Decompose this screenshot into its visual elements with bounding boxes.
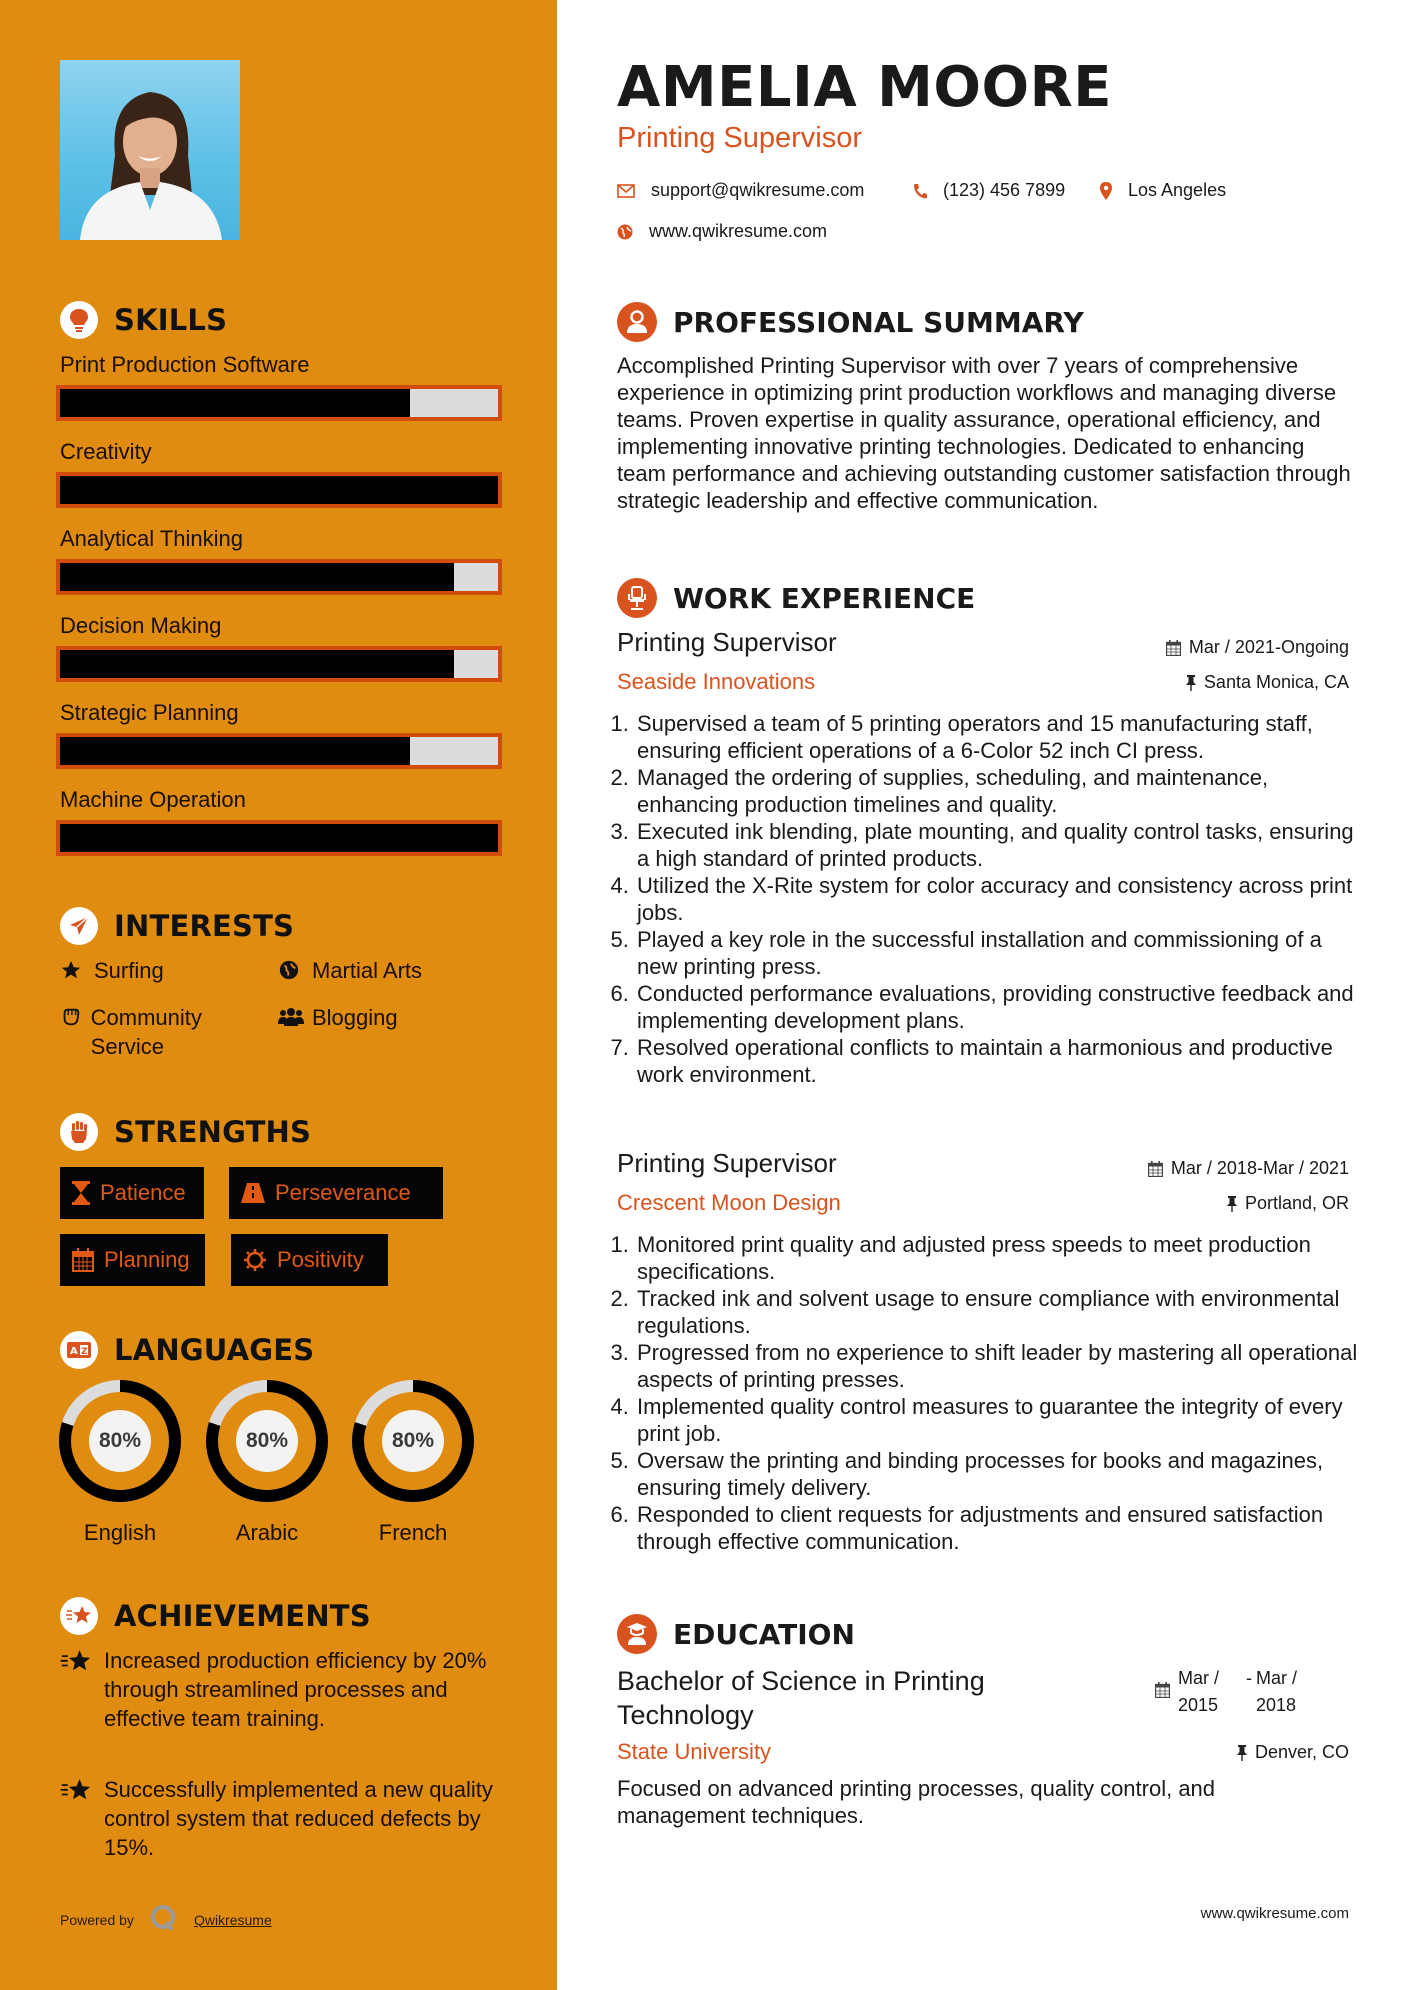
duty-item: 4. Implemented quality control measures to guarantee the integrity of every print job.: [635, 1393, 1362, 1447]
interest-item: [60, 1003, 260, 1061]
interest-item: [278, 1003, 398, 1032]
experience-header: [617, 578, 975, 618]
map-pin-icon: [1100, 182, 1112, 200]
skill-label: Creativity: [60, 439, 152, 464]
qwikresume-logo-icon: [150, 1904, 176, 1935]
education-dates: [1155, 1665, 1310, 1719]
duty-item: 3. Progressed from no experience to shift leader by mastering all operational aspects of printing presses.: [635, 1339, 1362, 1393]
language-name: French: [378, 1520, 448, 1545]
skill-bar: [56, 472, 502, 508]
skill-bar: [56, 733, 502, 769]
education-title: EDUCATION: [673, 1617, 855, 1651]
language-progress-ring: [352, 1380, 474, 1502]
education-description: Focused on advanced printing processes, quality control, and management techniques.: [617, 1776, 1216, 1828]
globe-icon: [617, 224, 633, 240]
language-item: [206, 1380, 328, 1546]
education-start: Mar / 2015: [1178, 1668, 1220, 1715]
job-duties: [617, 710, 1362, 1088]
qwikresume-link[interactable]: Qwikresume: [193, 1911, 272, 1928]
interest-item: [278, 956, 422, 985]
svg-text:Z: Z: [81, 1347, 88, 1357]
interest-label: Blogging: [312, 1005, 398, 1030]
skill-label: Print Production Software: [60, 352, 310, 377]
skill-label: Machine Operation: [60, 787, 246, 812]
education-location-text: Denver, CO: [1254, 1742, 1349, 1762]
duty-item: 2. Managed the ordering of supplies, scheduling, and maintenance, enhancing production timelines and quality.: [635, 764, 1362, 818]
candidate-name: AMELIA MOORE: [617, 55, 1112, 120]
duty-item: 5. Played a key role in the successful installation and commissioning of a new printing press.: [635, 926, 1362, 980]
skill-bar-fill: [60, 650, 454, 678]
calendar-icon: [72, 1248, 94, 1272]
paper-plane-icon: [60, 907, 98, 945]
experience-title: WORK EXPERIENCE: [673, 581, 976, 615]
duty-item: 2. Tracked ink and solvent usage to ensure compliance with environmental regulations.: [635, 1285, 1362, 1339]
lightbulb-icon: [60, 301, 98, 339]
translate-icon: [60, 1331, 98, 1369]
education-location: [1237, 1742, 1349, 1763]
job-title: Printing Supervisor: [617, 627, 837, 657]
pushpin-icon: [1186, 675, 1196, 691]
pushpin-icon: [1237, 1745, 1247, 1761]
contact-website[interactable]: [617, 221, 827, 242]
contact-location: [1100, 180, 1226, 201]
skill-bar: [56, 820, 502, 856]
skill-bar: [56, 646, 502, 682]
language-name: Arabic: [235, 1520, 299, 1545]
strength-badge: [231, 1234, 388, 1286]
hand-icon: [60, 1003, 87, 1028]
powered-by: [60, 1904, 272, 1935]
duty-item: 5. Oversaw the printing and binding processes for books and magazines, ensuring timely delivery.: [635, 1447, 1362, 1501]
skill-bar-fill: [60, 824, 498, 852]
skill-label: Analytical Thinking: [60, 526, 244, 551]
strength-badge: [60, 1167, 204, 1219]
strengths-header: [60, 1112, 311, 1152]
globe-icon: [278, 956, 308, 981]
achievement-text: Increased production efficiency by 20% through streamlined processes and effective team training.: [104, 1648, 487, 1731]
graduate-icon: [617, 1614, 657, 1654]
user-icon: [617, 302, 657, 342]
strength-label: Patience: [100, 1180, 186, 1205]
job-company: Crescent Moon Design: [617, 1190, 841, 1215]
job-location-text: Portland, OR: [1244, 1193, 1349, 1213]
school-name: State University: [617, 1739, 772, 1764]
sidebar: [0, 0, 557, 1990]
language-percent: 80%: [382, 1410, 444, 1472]
contact-email[interactable]: [617, 180, 864, 201]
phone-text: (123) 456 7899: [943, 180, 1066, 200]
pushpin-icon: [1227, 1196, 1237, 1212]
interest-label: Surfing: [94, 958, 164, 983]
job-location-text: Santa Monica, CA: [1203, 672, 1349, 692]
skill-bar: [56, 385, 502, 421]
job-location: [1227, 1193, 1349, 1214]
shooting-star-icon: [60, 1775, 104, 1862]
strength-label: Perseverance: [275, 1180, 411, 1205]
candidate-role: Printing Supervisor: [617, 122, 862, 154]
road-icon: [241, 1183, 265, 1203]
location-text: Los Angeles: [1128, 180, 1227, 200]
strength-label: Positivity: [277, 1247, 364, 1272]
job-location: [1186, 672, 1349, 693]
sun-icon: [243, 1248, 267, 1272]
achievements-title: ACHIEVEMENTS: [114, 1599, 371, 1633]
language-name: English: [83, 1520, 157, 1545]
star-icon: [60, 956, 90, 981]
shooting-star-icon: [60, 1646, 104, 1733]
job-dates-text: Mar / 2018-Mar / 2021: [1170, 1158, 1349, 1178]
language-percent: 80%: [89, 1410, 151, 1472]
skill-bar-fill: [60, 476, 498, 504]
strength-label: Planning: [104, 1247, 190, 1272]
duty-item: 1. Supervised a team of 5 printing operators and 15 manufacturing staff, ensuring efficient operations of a 6-Color 52 inch CI press.: [635, 710, 1362, 764]
languages-header: [60, 1330, 314, 1370]
interests-header: [60, 906, 294, 946]
fist-icon: [60, 1113, 98, 1151]
language-percent: 80%: [236, 1410, 298, 1472]
phone-icon: [913, 183, 927, 199]
education-header: [617, 1614, 855, 1654]
language-progress-ring: [206, 1380, 328, 1502]
profile-photo: [60, 60, 240, 240]
education-end: Mar / 2018: [1256, 1668, 1298, 1715]
duty-item: 1. Monitored print quality and adjusted press speeds to meet production specifications.: [635, 1231, 1362, 1285]
strengths-title: STRENGTHS: [114, 1115, 312, 1149]
achievement-item: [60, 1775, 510, 1862]
interest-label: Community Service: [90, 1005, 202, 1059]
skills-header: [60, 300, 227, 340]
skill-bar-fill: [60, 737, 410, 765]
duty-item: 6. Responded to client requests for adjustments and ensured satisfaction through effective communication.: [635, 1501, 1362, 1555]
date-separator: -: [1246, 1668, 1252, 1688]
envelope-icon: [617, 184, 635, 198]
office-chair-icon: [617, 578, 657, 618]
users-icon: [278, 1003, 308, 1028]
job-duties: [617, 1231, 1362, 1555]
calendar-icon: [1148, 1161, 1163, 1177]
shooting-star-icon: [60, 1597, 98, 1635]
person-photo-illustration: [60, 60, 240, 240]
job-dates: [1166, 637, 1349, 658]
achievement-item: [60, 1646, 510, 1733]
job-title: Printing Supervisor: [617, 1148, 837, 1178]
language-item: [59, 1380, 181, 1546]
job-company: Seaside Innovations: [617, 669, 816, 694]
achievement-text: Successfully implemented a new quality control system that reduced defects by 15%.: [104, 1777, 493, 1860]
achievements-header: [60, 1596, 371, 1636]
strength-badge: [60, 1234, 205, 1286]
calendar-icon: [1155, 1679, 1170, 1706]
languages-title: LANGUAGES: [114, 1333, 315, 1367]
skill-bar-fill: [60, 389, 410, 417]
skill-label: Decision Making: [60, 613, 222, 638]
language-progress-ring: [59, 1380, 181, 1502]
duty-item: 3. Executed ink blending, plate mounting, and quality control tasks, ensuring a high standard of printed products.: [635, 818, 1362, 872]
summary-title: PROFESSIONAL SUMMARY: [673, 305, 1084, 339]
language-item: [352, 1380, 474, 1546]
skill-bar-fill: [60, 563, 454, 591]
website-text: www.qwikresume.com: [649, 221, 828, 241]
skill-label: Strategic Planning: [60, 700, 239, 725]
summary-text: Accomplished Printing Supervisor with over 7 years of comprehensive experience in optimizing print production workflows and managing diverse teams. Proven expertise in quality assurance, operational efficiency, and implementing innovative printing technologies. Dedicated to enhancing team performance and achieving outstanding customer satisfaction through strategic leadership and effective communication.: [617, 353, 1351, 513]
contact-phone[interactable]: [913, 180, 1065, 201]
duty-item: 6. Conducted performance evaluations, providing constructive feedback and implementing development plans.: [635, 980, 1362, 1034]
interest-label: Martial Arts: [312, 958, 423, 983]
skills-title: SKILLS: [114, 303, 228, 337]
duty-item: 4. Utilized the X-Rite system for color accuracy and consistency across print jobs.: [635, 872, 1362, 926]
email-text: support@qwikresume.com: [651, 180, 865, 200]
calendar-icon: [1166, 640, 1181, 656]
svg-text:A: A: [70, 1346, 78, 1357]
job-dates-text: Mar / 2021-Ongoing: [1188, 637, 1349, 657]
summary-header: [617, 302, 1084, 342]
footer-url[interactable]: www.qwikresume.com: [1200, 1905, 1349, 1922]
interest-item: [60, 956, 164, 985]
hourglass-icon: [72, 1181, 90, 1205]
skill-bar: [56, 559, 502, 595]
interests-title: INTERESTS: [114, 909, 295, 943]
duty-item: 7. Resolved operational conflicts to maintain a harmonious and productive work environment.: [635, 1034, 1362, 1088]
powered-by-label: Powered by: [60, 1911, 134, 1928]
strength-badge: [229, 1167, 443, 1219]
degree-title: Bachelor of Science in Printing Technology: [617, 1666, 985, 1730]
job-dates: [1148, 1158, 1349, 1179]
